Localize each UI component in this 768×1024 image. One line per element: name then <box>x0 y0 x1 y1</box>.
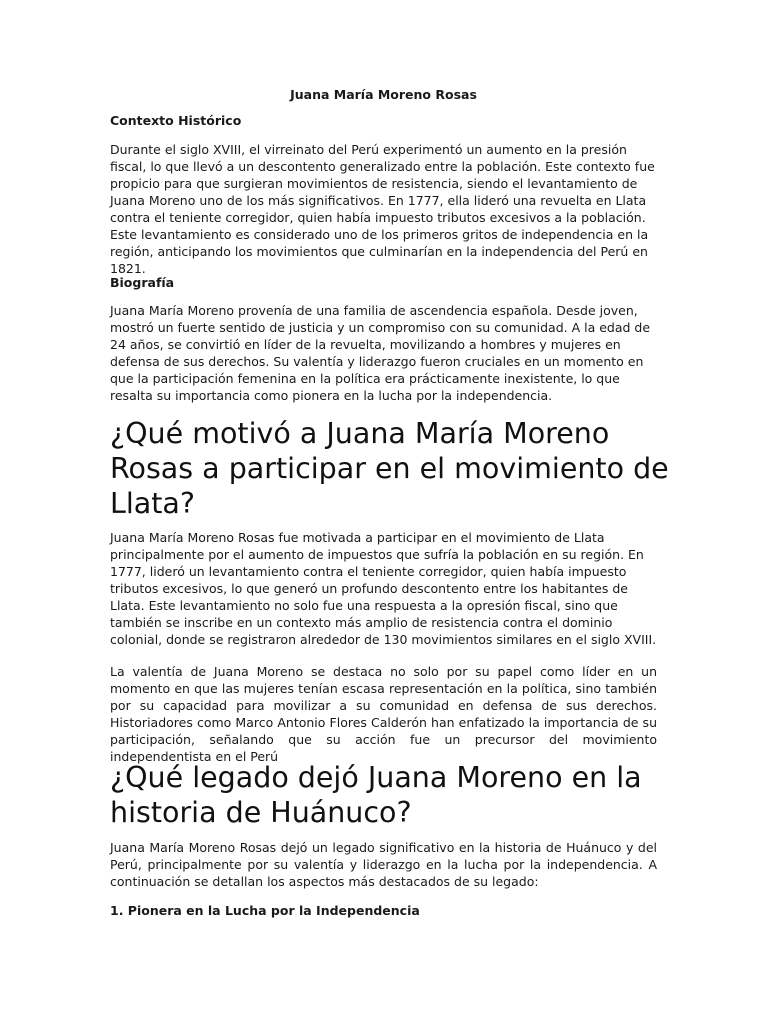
heading-contexto-historico: Contexto Histórico <box>110 113 242 128</box>
paragraph-legado: Juana María Moreno Rosas dejó un legado significativo en la historia de Huánuco y del Perú, principalmente por su valentía y liderazgo en la lucha por la independencia. A continuación se detallan los aspectos más destacados de su legado: <box>110 840 657 889</box>
subheading-pionera: 1. Pionera en la Lucha por la Independencia <box>110 903 420 918</box>
paragraph-contexto: Durante el siglo XVIII, el virreinato del Perú experimentó un aumento en la presión fiscal, lo que llevó a un descontento generalizado entre la población. Este contexto fue propicio para que surgieran movimientos de resistencia, siendo el levantamiento de Juana Moreno uno de los más significativos. En 1777, ella lideró una revuelta en Llata contra el teniente corregidor, quien había impuesto tributos excesivos a la población. Este levantamiento es considerado uno de los primeros gritos de independencia en la región, anticipando los movimientos que culminarían en la independencia del Perú en 1821. <box>110 142 655 276</box>
paragraph-motivo-1: Juana María Moreno Rosas fue motivada a participar en el movimiento de Llata principalmente por el aumento de impuestos que sufría la población en su región. En 1777, lideró un levantamiento contra el teniente corregidor, quien había impuesto tributos excesivos, lo que generó un profundo descontento entre los habitantes de Llata. Este levantamiento no solo fue una respuesta a la opresión fiscal, sino que también se inscribe en un contexto más amplio de resistencia contra el dominio colonial, donde se registraron alrededor de 130 movimientos similares en el siglo XVIII. <box>110 530 657 647</box>
paragraph-motivo-2: La valentía de Juana Moreno se destaca no solo por su papel como líder en un momento en que las mujeres tenían escasa representación en la política, sino también por su capacidad para movilizar a su comunidad en defensa de sus derechos. Historiadores como Marco Antonio Flores Calderón han enfatizado la importancia de su participación, señalando que su acción fue un precursor del movimiento independentista en el Perú <box>110 664 657 764</box>
heading-motivo: ¿Qué motivó a Juana María Moreno Rosas a participar en el movimiento de Llata? <box>110 417 669 520</box>
heading-biografia: Biografía <box>110 275 175 290</box>
heading-legado: ¿Qué legado dejó Juana Moreno en la historia de Huánuco? <box>110 761 642 829</box>
paragraph-biografia: Juana María Moreno provenía de una familia de ascendencia española. Desde joven, mostró un fuerte sentido de justicia y un compromiso con su comunidad. A la edad de 24 años, se convirtió en líder de la revuelta, movilizando a hombres y mujeres en defensa de sus derechos. Su valentía y liderazgo fueron cruciales en un momento en que la participación femenina en la política era prácticamente inexistente, lo que resalta su importancia como pionera en la lucha por la independencia. <box>110 303 651 403</box>
document-title: Juana María Moreno Rosas <box>290 87 477 102</box>
